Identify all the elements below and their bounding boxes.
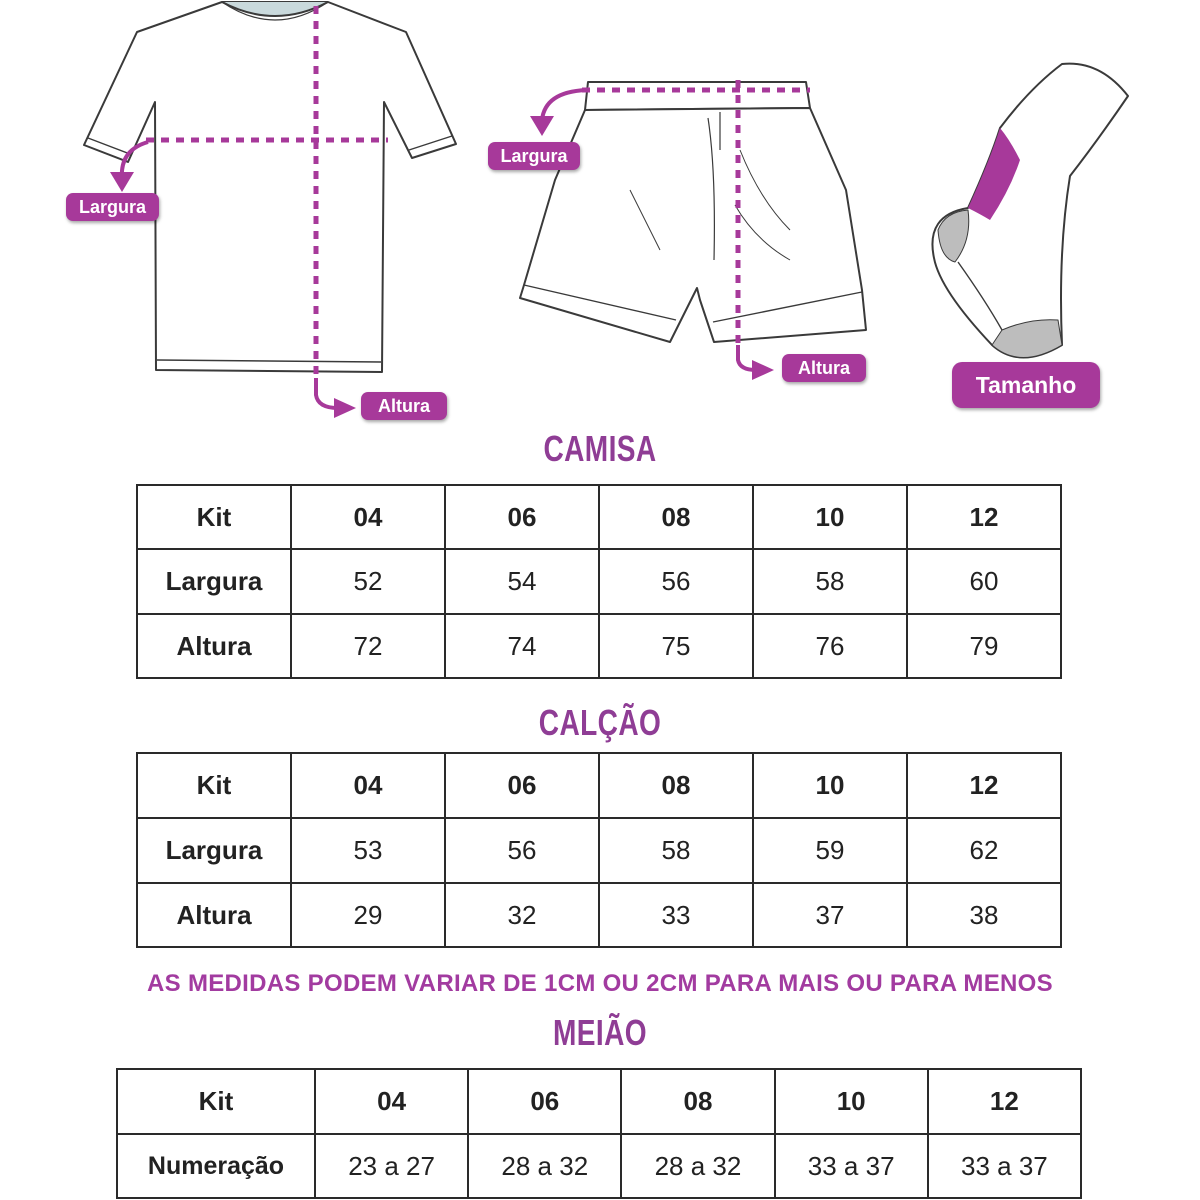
header-cell: Kit [117,1069,315,1134]
table-cell: 74 [445,614,599,678]
table-cell: 54 [445,549,599,614]
table-header-row [117,1069,1081,1134]
header-cell: 12 [907,485,1061,549]
table-cell: 37 [753,883,907,947]
table-cell: 33 a 37 [928,1134,1081,1198]
sock-size-label: Tamanho [952,362,1100,408]
header-cell: Kit [137,485,291,549]
table-cell: 38 [907,883,1061,947]
table-cell: 28 a 32 [468,1134,621,1198]
table-cell: 58 [753,549,907,614]
table-cell: 23 a 27 [315,1134,468,1198]
table-row [137,549,1061,614]
camisa-table [136,484,1062,679]
header-cell: 12 [907,753,1061,818]
header-cell: Kit [137,753,291,818]
sock-drawing [932,64,1128,358]
row-label: Altura [137,614,291,678]
measurement-note: AS MEDIDAS PODEM VARIAR DE 1CM OU 2CM PARA MAIS OU PARA MENOS [147,970,1053,997]
header-cell: 10 [775,1069,928,1134]
table-row [137,614,1061,678]
table-cell: 56 [599,549,753,614]
row-label: Numeração [117,1134,315,1198]
table-cell: 52 [291,549,445,614]
camisa-title: CAMISA [543,428,657,469]
table-header-row [137,485,1061,549]
header-cell: 08 [599,753,753,818]
table-row [137,818,1061,883]
table-cell: 59 [753,818,907,883]
table-cell: 62 [907,818,1061,883]
table-cell: 60 [907,549,1061,614]
table-cell: 72 [291,614,445,678]
table-cell: 32 [445,883,599,947]
calcao-table [136,752,1062,948]
meiao-table [116,1068,1082,1199]
row-label: Largura [137,818,291,883]
header-cell: 12 [928,1069,1081,1134]
table-cell: 76 [753,614,907,678]
table-header-row [137,753,1061,818]
header-cell: 08 [599,485,753,549]
table-cell: 56 [445,818,599,883]
shirt-drawing [84,2,456,372]
shorts-height-label: Altura [782,354,866,382]
row-label: Altura [137,883,291,947]
header-cell: 04 [291,485,445,549]
table-row [117,1134,1081,1198]
header-cell: 06 [445,753,599,818]
header-cell: 06 [445,485,599,549]
shorts-width-label: Largura [488,142,580,170]
table-cell: 58 [599,818,753,883]
header-cell: 08 [621,1069,774,1134]
table-cell: 28 a 32 [621,1134,774,1198]
table-cell: 75 [599,614,753,678]
table-cell: 53 [291,818,445,883]
header-cell: 10 [753,485,907,549]
meiao-title: MEIÃO [552,1012,647,1053]
table-cell: 33 [599,883,753,947]
header-cell: 10 [753,753,907,818]
header-cell: 06 [468,1069,621,1134]
table-cell: 79 [907,614,1061,678]
table-cell: 33 a 37 [775,1134,928,1198]
calcao-title: CALÇÃO [538,702,662,743]
header-cell: 04 [315,1069,468,1134]
shirt-width-label: Largura [66,193,159,221]
shirt-height-label: Altura [361,392,447,420]
table-row [137,883,1061,947]
header-cell: 04 [291,753,445,818]
row-label: Largura [137,549,291,614]
table-cell: 29 [291,883,445,947]
shorts-drawing [520,82,866,342]
